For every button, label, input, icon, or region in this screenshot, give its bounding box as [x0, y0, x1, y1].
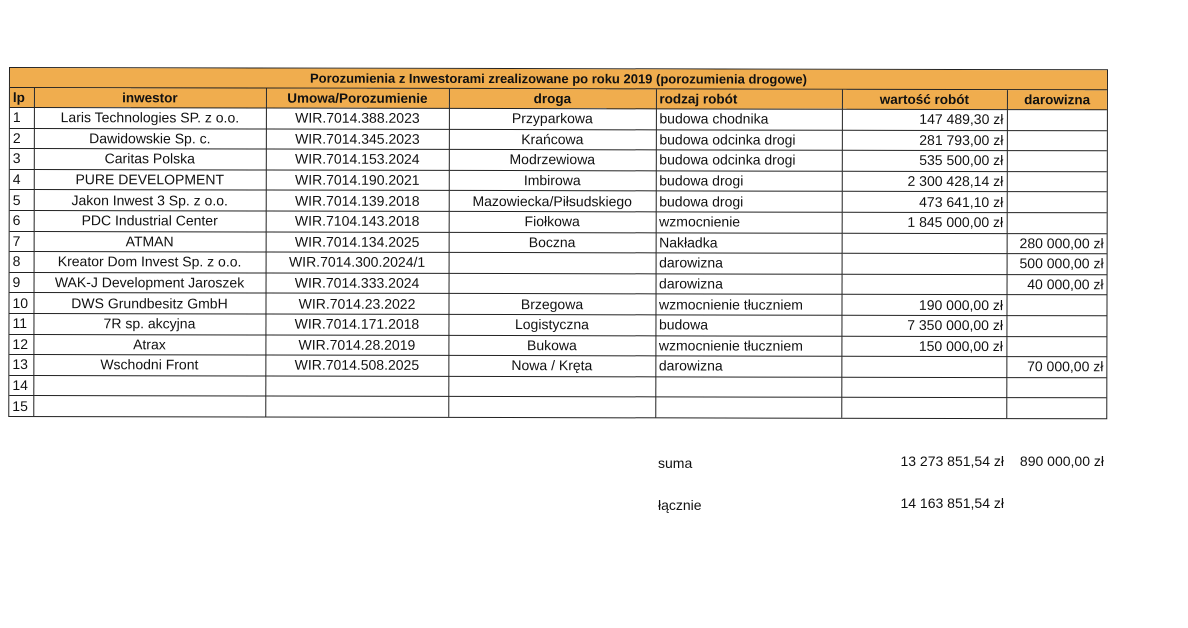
cell-road: Boczna [449, 232, 656, 253]
table-row [10, 108, 1107, 131]
cell-agreement: WIR.7014.190.2021 [266, 170, 449, 191]
cell-donation [1006, 398, 1106, 418]
table-body [9, 108, 1107, 419]
cell-agreement: WIR.7014.134.2025 [266, 232, 449, 253]
table-row [10, 252, 1107, 275]
cell-road: Logistyczna [448, 314, 655, 335]
cell-work-value [841, 398, 1006, 418]
cell-donation [1007, 171, 1107, 192]
cell-work-type: budowa odcinka drogi [656, 150, 842, 171]
cell-lp: 7 [10, 231, 34, 252]
table-row [10, 169, 1107, 192]
table-row [10, 231, 1107, 254]
cell-lp: 14 [9, 375, 33, 396]
cell-agreement: WIR.7014.333.2024 [266, 273, 449, 294]
cell-agreement: WIR.7014.300.2024/1 [266, 252, 449, 273]
cell-lp: 1 [10, 108, 34, 129]
cell-work-type: budowa drogi [656, 171, 842, 192]
cell-work-value [841, 377, 1006, 398]
cell-donation [1007, 110, 1107, 131]
cell-lp: 12 [9, 334, 33, 355]
cell-agreement: WIR.7014.139.2018 [266, 190, 449, 211]
total-label: łącznie [658, 497, 702, 513]
cell-agreement: WIR.7014.388.2023 [266, 108, 449, 129]
cell-agreement: WIR.7014.153.2024 [266, 149, 449, 170]
cell-work-type: budowa odcinka drogi [656, 129, 842, 150]
cell-work-value [842, 253, 1007, 274]
cell-work-value: 2 300 428,14 zł [842, 171, 1007, 192]
cell-donation [1006, 336, 1106, 357]
table-row [9, 396, 1106, 418]
cell-road [449, 273, 656, 294]
agreements-table [9, 88, 1107, 418]
cell-lp: 6 [10, 210, 34, 231]
cell-agreement: WIR.7014.28.2019 [265, 335, 448, 356]
cell-investor: Laris Technologies SP. z o.o. [34, 108, 266, 129]
table-row [9, 313, 1106, 336]
cell-agreement: WIR.7104.143.2018 [266, 211, 449, 232]
cell-work-value: 535 500,00 zł [842, 150, 1007, 171]
header-work-type: rodzaj robót [656, 89, 842, 109]
cell-lp: 4 [10, 169, 34, 190]
cell-investor: PURE DEVELOPMENT [34, 169, 266, 190]
cell-work-type: wzmocnienie [656, 212, 842, 233]
cell-investor: WAK-J Development Jaroszek [34, 272, 266, 293]
cell-road [448, 397, 655, 418]
cell-work-value [842, 233, 1007, 254]
cell-investor [33, 396, 265, 417]
cell-investor: ATMAN [34, 231, 266, 252]
cell-investor: Caritas Polska [34, 149, 266, 170]
sum-donation: 890 000,00 zł [1019, 453, 1104, 469]
cell-lp: 15 [9, 396, 33, 416]
cell-work-value: 147 489,30 zł [842, 109, 1007, 130]
header-road: droga [449, 89, 656, 109]
cell-donation [1007, 130, 1107, 151]
cell-road: Imbirowa [449, 170, 656, 191]
cell-work-type: darowizna [656, 253, 842, 274]
cell-donation: 40 000,00 zł [1007, 274, 1107, 295]
cell-investor: Wschodni Front [33, 355, 265, 376]
cell-investor: PDC Industrial Center [34, 211, 266, 232]
cell-donation [1007, 213, 1107, 234]
cell-work-type [655, 377, 841, 398]
cell-agreement: WIR.7014.171.2018 [265, 314, 448, 335]
header-agreement: Umowa/Porozumienie [266, 89, 449, 109]
table-row [10, 272, 1107, 295]
cell-road: Brzegowa [448, 294, 655, 315]
cell-agreement: WIR.7014.508.2025 [265, 355, 448, 376]
cell-road [448, 376, 655, 397]
cell-road: Krańcowa [449, 129, 656, 150]
cell-road: Bukowa [448, 335, 655, 356]
cell-work-type: darowizna [656, 274, 842, 295]
cell-work-type: darowizna [655, 356, 841, 377]
cell-lp: 11 [9, 313, 33, 334]
cell-donation [1006, 295, 1106, 316]
cell-lp: 2 [10, 128, 34, 149]
cell-agreement [265, 396, 448, 416]
cell-investor: Jakon Inwest 3 Sp. z o.o. [34, 190, 266, 211]
cell-donation: 500 000,00 zł [1007, 254, 1107, 275]
table-row [9, 334, 1106, 357]
table-row [10, 190, 1107, 213]
cell-investor: DWS Grundbesitz GmbH [33, 293, 265, 314]
table-row [9, 355, 1106, 378]
cell-work-type [655, 397, 841, 417]
cell-work-value: 190 000,00 zł [841, 295, 1006, 316]
cell-work-type: wzmocnienie tłuczniem [655, 335, 841, 356]
cell-road: Fiołkowa [449, 211, 656, 232]
cell-work-value: 281 793,00 zł [842, 130, 1007, 151]
sum-work-value: 13 273 851,54 zł [900, 453, 1004, 469]
cell-investor: Dawidowskie Sp. c. [34, 128, 266, 149]
cell-work-type: budowa [655, 315, 841, 336]
cell-donation [1007, 151, 1107, 172]
table-row [9, 375, 1106, 398]
cell-work-type: wzmocnienie tłuczniem [655, 294, 841, 315]
cell-lp: 5 [10, 190, 34, 211]
cell-road: Nowa / Kręta [448, 356, 655, 377]
cell-lp: 3 [10, 149, 34, 170]
cell-work-value [841, 356, 1006, 377]
cell-work-type: Nakładka [656, 232, 842, 253]
cell-work-value: 7 350 000,00 zł [841, 315, 1006, 336]
total-value: 14 163 851,54 zł [900, 495, 1004, 511]
cell-lp: 8 [10, 252, 34, 273]
cell-investor: Atrax [33, 334, 265, 355]
cell-road: Mazowiecka/Piłsudskiego [449, 191, 656, 212]
cell-lp: 9 [10, 272, 34, 293]
agreements-sheet [8, 67, 1108, 419]
cell-agreement: WIR.7014.345.2023 [266, 129, 449, 150]
table-row [9, 293, 1106, 316]
cell-work-value [842, 274, 1007, 295]
cell-donation [1006, 377, 1106, 398]
cell-road: Przyparkowa [449, 108, 656, 129]
header-donation: darowizna [1007, 90, 1107, 110]
cell-agreement: WIR.7014.23.2022 [265, 293, 448, 314]
header-lp: lp [10, 88, 34, 108]
cell-road: Modrzewiowa [449, 150, 656, 171]
table-row [10, 210, 1107, 233]
header-work-value: wartość robót [842, 90, 1007, 110]
cell-work-type: budowa chodnika [656, 109, 842, 130]
header-row [10, 88, 1107, 110]
cell-donation: 280 000,00 zł [1007, 233, 1107, 254]
cell-investor [33, 375, 265, 396]
cell-work-value: 473 641,10 zł [842, 192, 1007, 213]
cell-work-value: 150 000,00 zł [841, 336, 1006, 357]
table-row [10, 128, 1107, 151]
cell-work-type: budowa drogi [656, 191, 842, 212]
cell-investor: Kreator Dom Invest Sp. z o.o. [34, 252, 266, 273]
cell-donation [1006, 316, 1106, 337]
cell-donation [1007, 192, 1107, 213]
sum-label: suma [658, 455, 693, 471]
cell-agreement [265, 376, 448, 397]
table-row [10, 149, 1107, 172]
cell-investor: 7R sp. akcyjna [33, 313, 265, 334]
header-investor: inwestor [34, 88, 266, 108]
cell-lp: 10 [9, 293, 33, 314]
cell-lp: 13 [9, 355, 33, 376]
cell-donation: 70 000,00 zł [1006, 357, 1106, 378]
table-title: Porozumienia z Inwestorami zrealizowane po roku 2019 (porozumienia drogowe) [10, 68, 1107, 90]
cell-road [449, 253, 656, 274]
cell-work-value: 1 845 000,00 zł [842, 212, 1007, 233]
